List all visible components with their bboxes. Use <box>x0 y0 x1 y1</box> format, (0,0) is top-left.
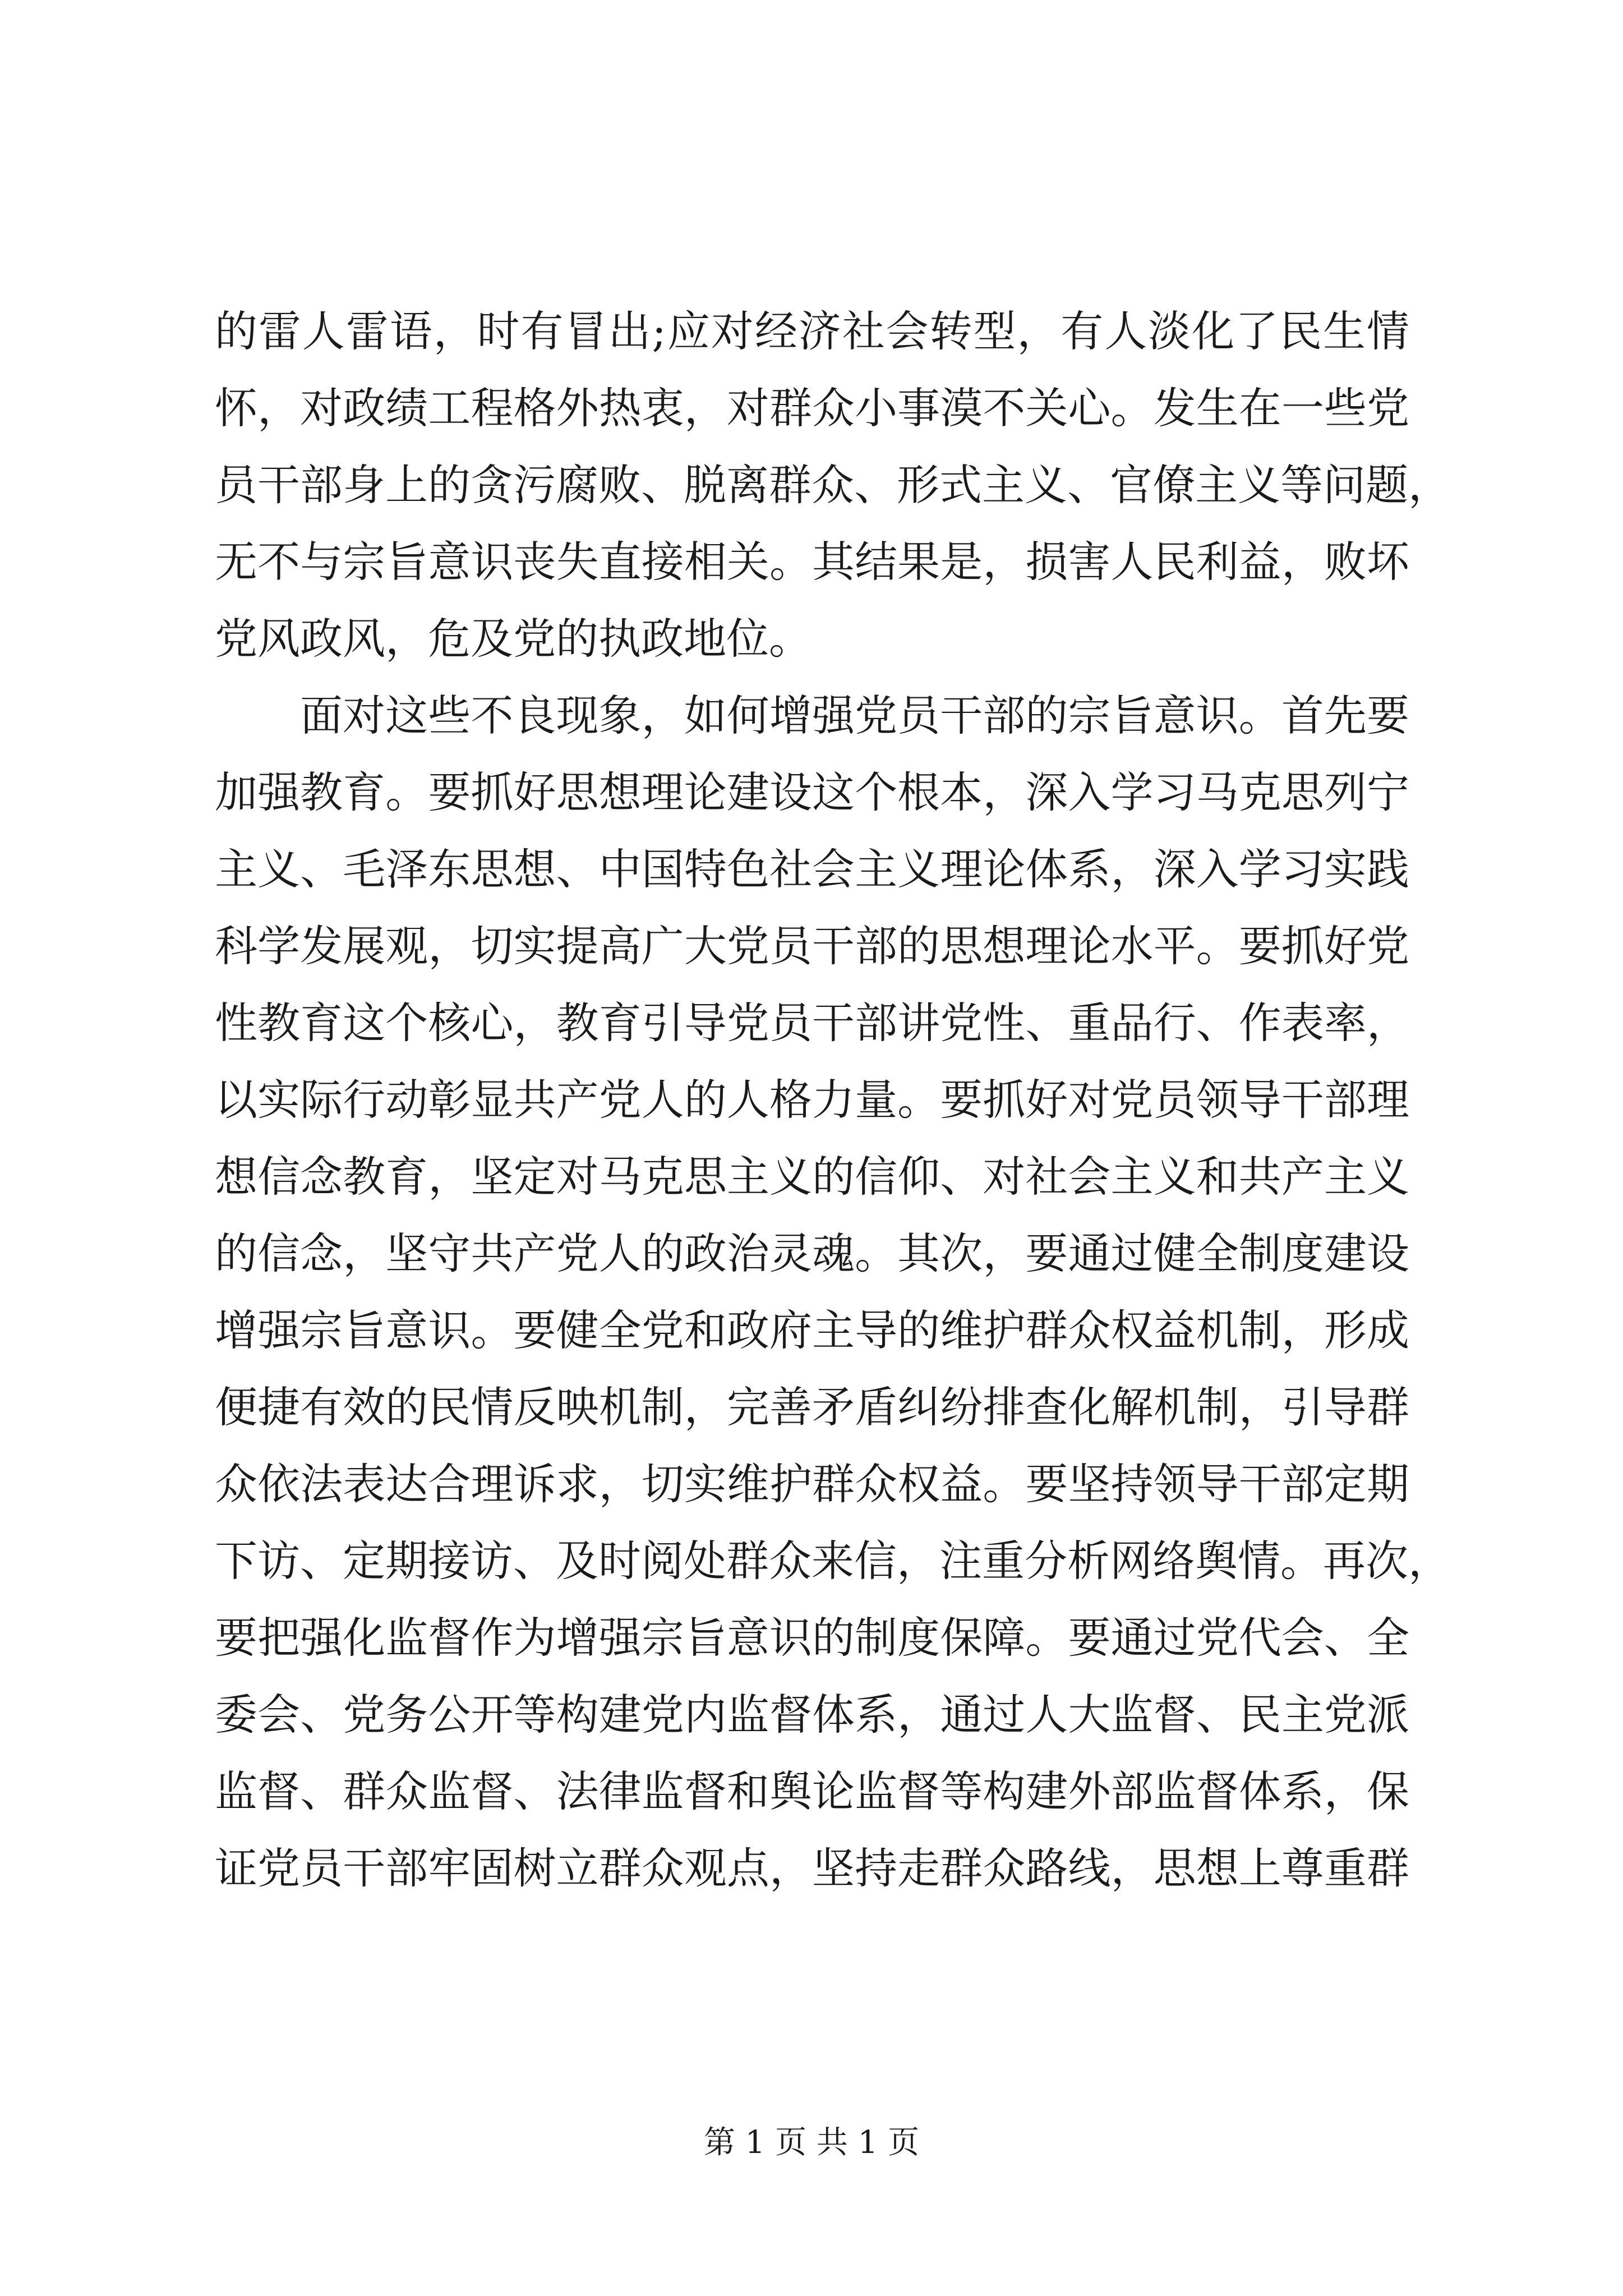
text-line: 无不与宗旨意识丧失直接相关。其结果是，损害人民利益，败坏 <box>215 537 1409 587</box>
text-line: 员干部身上的贪污腐败、脱离群众、形式主义、官僚主义等问题， <box>215 460 1451 510</box>
text-line: 科学发展观，切实提高广大党员干部的思想理论水平。要抓好党 <box>215 921 1409 971</box>
text-line: 众依法表达合理诉求，切实维护群众权益。要坚持领导干部定期 <box>215 1459 1409 1509</box>
page-footer <box>0 2120 1623 2165</box>
text-line: 增强宗旨意识。要健全党和政府主导的维护群众权益机制，形成 <box>215 1305 1409 1355</box>
text-line: 委会、党务公开等构建党内监督体系，通过人大监督、民主党派 <box>215 1690 1409 1740</box>
text-line: 的雷人雷语，时有冒出;应对经济社会转型，有人淡化了民生情 <box>215 306 1409 356</box>
text-line: 主义、毛泽东思想、中国特色社会主义理论体系，深入学习实践 <box>215 844 1409 894</box>
text-line: 证党员干部牢固树立群众观点，坚持走群众路线，思想上尊重群 <box>215 1843 1409 1893</box>
text-line: 以实际行动彰显共产党人的人格力量。要抓好对党员领导干部理 <box>215 1075 1409 1125</box>
text-line: 的信念，坚守共产党人的政治灵魂。其次，要通过健全制度建设 <box>215 1228 1409 1278</box>
text-line: 怀，对政绩工程格外热衷，对群众小事漠不关心。发生在一些党 <box>215 383 1409 433</box>
text-line: 想信念教育，坚定对马克思主义的信仰、对社会主义和共产主义 <box>215 1152 1409 1202</box>
text-line: 要把强化监督作为增强宗旨意识的制度保障。要通过党代会、全 <box>215 1613 1409 1663</box>
page-number-label: 第 1 页 共 1 页 <box>703 2124 920 2161</box>
text-line: 党风政风，危及党的执政地位。 <box>215 614 811 664</box>
text-line: 加强教育。要抓好思想理论建设这个根本，深入学习马克思列宁 <box>215 767 1409 817</box>
text-line: 面对这些不良现象，如何增强党员干部的宗旨意识。首先要 <box>300 691 1409 740</box>
body-text <box>215 293 1451 1907</box>
text-line: 便捷有效的民情反映机制，完善矛盾纠纷排查化解机制，引导群 <box>215 1382 1409 1432</box>
text-line: 监督、群众监督、法律监督和舆论监督等构建外部监督体系，保 <box>215 1766 1409 1816</box>
text-line: 性教育这个核心，教育引导党员干部讲党性、重品行、作表率， <box>215 998 1409 1048</box>
text-line: 下访、定期接访、及时阅处群众来信，注重分析网络舆情。再次， <box>215 1536 1451 1586</box>
